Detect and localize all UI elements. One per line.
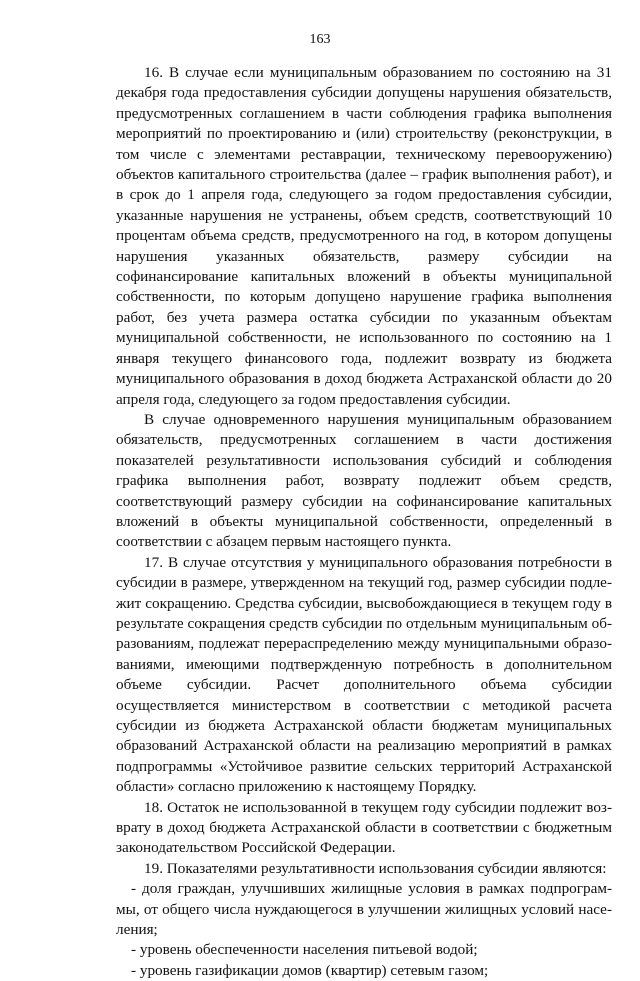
- paragraph-17: 17. В случае отсутствия у муниципального образования потребности в субсидии в размере, утвержденном на текущий год, размер субсидии подлежит сокращению. Средства субсидии, высвобождающиеся в текущем году в результате сокращения средств субсидии по отдельным муниципальным образованиям, подлежат перераспределению между муниципальными образованиями, имеющими подтвержденную потребность в дополнительном объеме субсидии. Расчет дополнительного объема субсидии осуществляется министерством в соответствии с методикой расчета субсидии из бюджета Астраханской области бюджетам муниципальных образований Астраханской области на реализацию мероприятий в рамках подпрограммы «Устойчивое развитие сельских территорий Астраханской области» согласно приложению к настоящему Порядку.: [116, 553, 612, 796]
- page-number: 163: [309, 32, 331, 47]
- document-body: [116, 63, 612, 981]
- paragraph-19: 19. Показателями результативности использования субсидии являются:: [144, 859, 607, 877]
- paragraph-16-continuation: В случае одновременного нарушения муниципальным образованием обязательств, предусмотренных соглашением в части достижения показателей результативности использования субсидий и соблюдения графика выполнения работ, возврату подлежит объем средств, соответствующий размеру субсидии на софинансирование капитальных вложений в объекты муниципальной собственности, определенный в соответствии с абзацем первым настоящего пункта.: [116, 410, 612, 551]
- paragraph-16: 16. В случае если муниципальным образованием по состоянию на 31 декабря года предоставления субсидии допущены нарушения обязательств, предусмотренных соглашением в части соблюдения графика выполнения мероприятий по проектированию и (или) строительству (реконструкции, в том числе с элементами реставрации, техническому перевооружению) объектов капитального строительства (далее – график выполнения работ), и в срок до 1 апреля года, следующего за годом предоставления субсидии, указанные нарушения не устранены, объем средств, соответствующий 10 процентам объема средств, предусмотренного на год, в котором допущены нарушения указанных обязательств, размеру субсидии на софинансирование капитальных вложений в объекты муниципальной собственности, по которым допущено нарушение графика выполнения работ, без учета размера остатка субсидии по указанным объектам муниципальной собственности, не использованного по состоянию на 1 января текущего финансового года, подлежит возврату из бюджета муниципального образования в доход бюджета Астраханской области до 20 апреля года, следующего за годом предоставления субсидии.: [116, 64, 612, 408]
- list-item-housing-share: - доля граждан, улучшивших жилищные условия в рамках подпрограммы, от общего числа нуждающегося в улучшении жилищных условий населения;: [116, 880, 612, 939]
- list-item-gasification: - уровень газификации домов (квартир) сетевым газом;: [131, 961, 489, 979]
- paragraph-18: 18. Остаток не использованной в текущем году субсидии подлежит возврату в доход бюджета Астраханской области в соответствии с бюджетным законодательством Российской Федерации.: [116, 798, 612, 857]
- list-item-water-supply: - уровень обеспеченности населения питьевой водой;: [131, 941, 478, 959]
